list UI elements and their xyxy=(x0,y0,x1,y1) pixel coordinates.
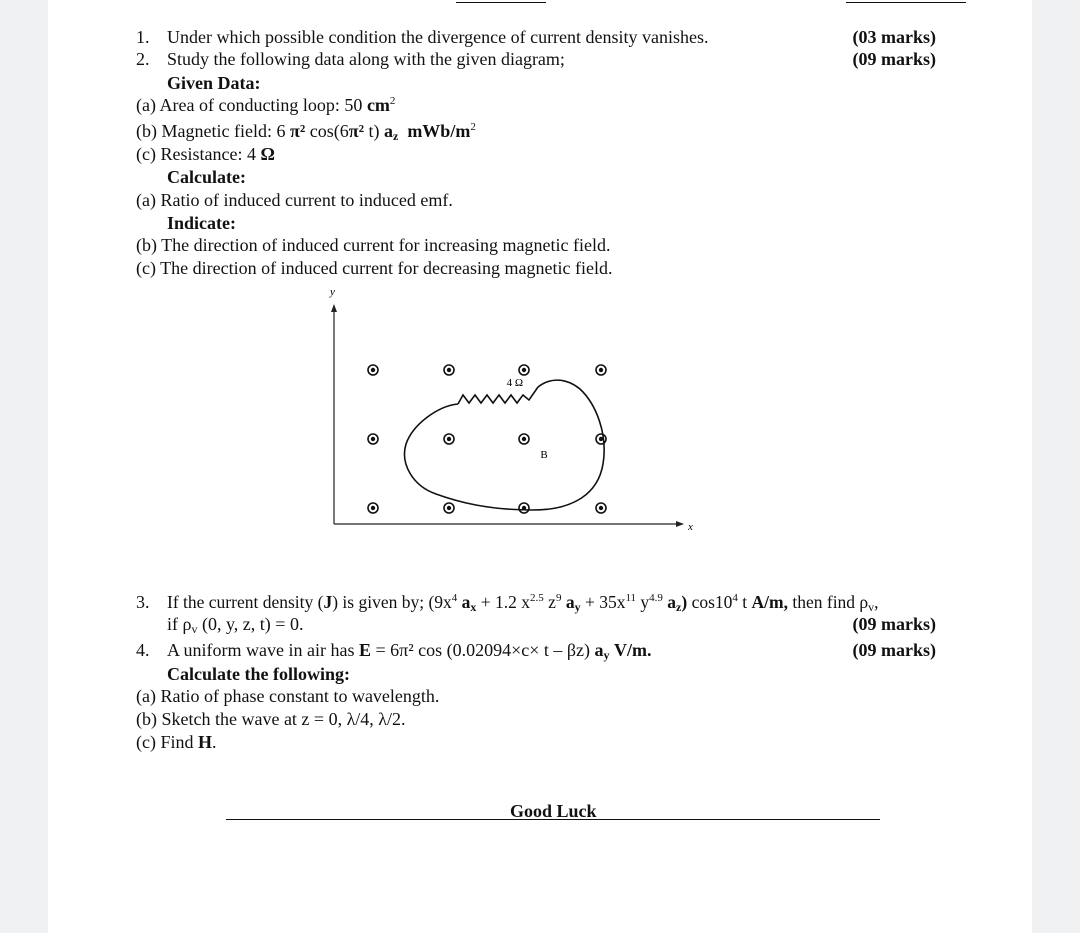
calc-a: (a) Ratio of induced current to induced emf. xyxy=(136,190,453,210)
given-b-end: t) xyxy=(363,121,384,141)
field-dot xyxy=(444,434,454,444)
q4-vector: a xyxy=(594,640,604,660)
given-data-label: Given Data: xyxy=(167,73,261,93)
q4-text: A uniform wave in air has E = 6π² cos (0.02094×c× t – βz) $a_y$ V/m. xyxy=(167,640,652,662)
q2-text: Study the following data along with the given diagram; xyxy=(167,49,565,69)
footer-good-luck: Good Luck xyxy=(510,801,597,821)
field-dot xyxy=(519,434,529,444)
field-dot xyxy=(596,365,606,375)
given-a-unit: cm xyxy=(366,95,390,115)
field-dot xyxy=(444,365,454,375)
q3-J: J xyxy=(323,592,333,612)
q4-unit: V/m. xyxy=(614,640,652,660)
indicate-label: Indicate: xyxy=(167,213,236,233)
x-axis-arrow xyxy=(676,521,684,527)
given-b-unit: mWb/m xyxy=(407,121,471,141)
field-dot xyxy=(368,365,378,375)
footer-rule xyxy=(226,819,880,820)
loop-diagram xyxy=(318,284,708,544)
given-b-pre: (b) Magnetic field: 6 xyxy=(136,121,290,141)
q3-line2-end: (0, y, z, t) = 0. xyxy=(201,614,304,634)
exam-page xyxy=(48,0,1032,933)
q4-calc-label: Calculate the following: xyxy=(167,664,350,684)
q3-mid: ) is given by; (9x xyxy=(332,592,452,612)
y-axis-label: y xyxy=(330,286,335,298)
q3-line2: if $\rho_v$ (0, y, z, t) = 0. xyxy=(167,614,304,636)
field-dot xyxy=(368,434,378,444)
q2-number: 2. xyxy=(136,49,150,69)
indicate-c: (c) The direction of induced current for decreasing magnetic field. xyxy=(136,258,613,278)
q4-b: (b) Sketch the wave at z = 0, λ/4, λ/2. xyxy=(136,709,406,729)
field-dot xyxy=(368,503,378,513)
indicate-b: (b) The direction of induced current for increasing magnetic field. xyxy=(136,235,611,255)
q3-d: cos10 xyxy=(691,592,733,612)
q3-number: 3. xyxy=(136,592,150,612)
q3-line1: If the current density (J) is given by; ($9x^4$ $a_x + 1.2$ $x^{2.5}$ $z^9$ $a_y + 35x^{11}$ $y^{4.9}$ $a_z$) $\cos 10^4$ t A/m, then find $\rho_v$, xyxy=(167,592,879,614)
q3-marks: (09 marks) xyxy=(852,614,936,634)
q3-line2-pre: if ρ xyxy=(167,614,192,634)
q3-rest: + 1.2 x xyxy=(480,592,531,612)
given-a: (a) Area of conducting loop: 50 $cm^2$ xyxy=(136,95,396,115)
given-a-text: (a) Area of conducting loop: 50 xyxy=(136,95,367,115)
q4-a: (a) Ratio of phase constant to wavelength. xyxy=(136,686,440,706)
given-b-vector: a xyxy=(383,121,393,141)
q4-c-H: H xyxy=(198,732,213,752)
q3-unit: A/m, xyxy=(751,592,788,612)
given-b: (b) Magnetic field: 6 π² cos(6π² t) $a_z$ mWb/$m^2$ xyxy=(136,121,476,143)
given-b-pi: π² xyxy=(289,121,306,141)
q4-mid: = 6π² cos (0.02094×c× t – βz) xyxy=(370,640,595,660)
conducting-loop xyxy=(405,380,605,510)
top-rule-left xyxy=(456,2,546,3)
q1-number: 1. xyxy=(136,27,150,47)
field-label: B xyxy=(540,449,548,461)
field-dot xyxy=(519,365,529,375)
q3-pre: If the current density ( xyxy=(167,592,324,612)
q2-marks: (09 marks) xyxy=(852,49,936,69)
field-dot xyxy=(596,503,606,513)
q1-text: Under which possible condition the divergence of current density vanishes. xyxy=(167,27,709,47)
x-axis-label: x xyxy=(688,521,693,533)
q4-c xyxy=(136,731,217,753)
y-axis-arrow xyxy=(331,304,337,312)
q4-marks: (09 marks) xyxy=(852,640,936,660)
given-b-arg: π² xyxy=(348,121,364,141)
q4-c-end: . xyxy=(212,732,217,752)
given-c xyxy=(136,143,275,165)
q4-c-pre: (c) Find xyxy=(136,732,198,752)
field-dots xyxy=(368,365,606,513)
q4-number: 4. xyxy=(136,640,150,660)
top-rule-right xyxy=(846,2,966,3)
q3-e: t xyxy=(742,592,748,612)
q3-end: then find ρ xyxy=(792,592,869,612)
given-c-unit: Ω xyxy=(260,144,275,164)
calculate-label: Calculate: xyxy=(167,167,246,187)
given-b-mid: cos(6 xyxy=(305,121,349,141)
q3-c: + 35x xyxy=(584,592,626,612)
q4-pre: A uniform wave in air has xyxy=(167,640,359,660)
given-c-text: (c) Resistance: 4 xyxy=(136,144,261,164)
resistor-label: 4 Ω xyxy=(506,377,523,389)
field-dot xyxy=(444,503,454,513)
q4-E: E xyxy=(358,640,371,660)
field-dot xyxy=(519,503,529,513)
q1-marks: (03 marks) xyxy=(852,27,936,47)
